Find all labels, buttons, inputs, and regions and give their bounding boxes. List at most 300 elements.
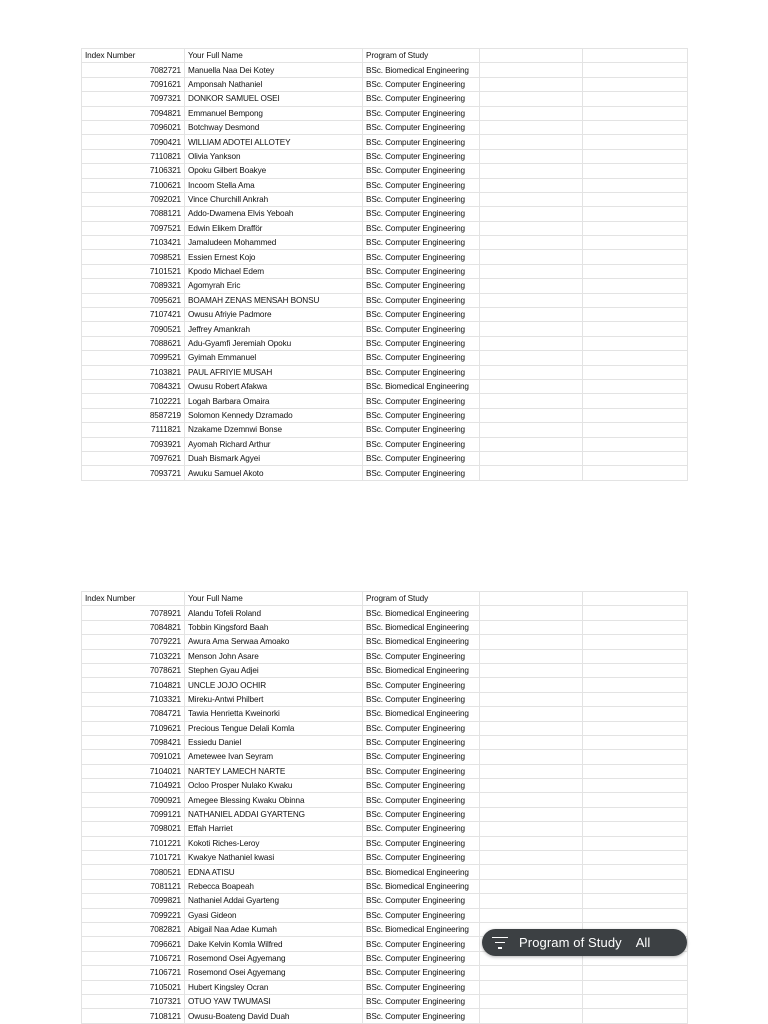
empty-cell[interactable] xyxy=(480,836,583,850)
index-number-cell[interactable]: 7108121 xyxy=(82,1009,185,1023)
empty-cell[interactable] xyxy=(480,894,583,908)
full-name-cell[interactable]: Jamaludeen Mohammed xyxy=(185,236,363,250)
empty-cell[interactable] xyxy=(480,466,583,480)
table-row xyxy=(82,692,688,706)
full-name-cell[interactable]: Essien Ernest Kojo xyxy=(185,250,363,264)
index-number-cell[interactable]: 7107421 xyxy=(82,308,185,322)
program-cell[interactable]: BSc. Computer Engineering xyxy=(363,236,480,250)
full-name-cell[interactable]: Dake Kelvin Komla Wilfred xyxy=(185,937,363,951)
index-number-cell[interactable]: 7097621 xyxy=(82,451,185,465)
column-header[interactable]: Your Full Name xyxy=(185,49,363,63)
table-row xyxy=(82,663,688,677)
empty-cell[interactable] xyxy=(583,707,688,721)
full-name-cell[interactable]: Mireku-Antwi Philbert xyxy=(185,692,363,706)
program-cell[interactable]: BSc. Computer Engineering xyxy=(363,750,480,764)
empty-cell[interactable] xyxy=(480,764,583,778)
empty-cell[interactable] xyxy=(583,663,688,677)
full-name-cell[interactable]: Tobbin Kingsford Baah xyxy=(185,620,363,634)
empty-cell[interactable] xyxy=(583,466,688,480)
index-number-cell[interactable]: 7101221 xyxy=(82,836,185,850)
program-cell[interactable]: BSc. Computer Engineering xyxy=(363,937,480,951)
empty-cell[interactable] xyxy=(480,994,583,1008)
empty-header-cell[interactable] xyxy=(583,592,688,606)
program-cell[interactable]: BSc. Computer Engineering xyxy=(363,293,480,307)
index-number-cell[interactable]: 7103421 xyxy=(82,236,185,250)
program-cell[interactable]: BSc. Computer Engineering xyxy=(363,408,480,422)
index-number-cell[interactable]: 7090521 xyxy=(82,322,185,336)
program-cell[interactable]: BSc. Biomedical Engineering xyxy=(363,606,480,620)
index-number-cell[interactable]: 7103221 xyxy=(82,649,185,663)
empty-cell[interactable] xyxy=(583,606,688,620)
full-name-cell[interactable]: Ayomah Richard Arthur xyxy=(185,437,363,451)
empty-cell[interactable] xyxy=(583,250,688,264)
index-number-cell[interactable]: 7081121 xyxy=(82,879,185,893)
index-number-cell[interactable]: 7099121 xyxy=(82,807,185,821)
full-name-cell[interactable]: Addo-Dwamena Elvis Yeboah xyxy=(185,207,363,221)
empty-cell[interactable] xyxy=(583,721,688,735)
empty-cell[interactable] xyxy=(583,149,688,163)
empty-cell[interactable] xyxy=(583,351,688,365)
empty-cell[interactable] xyxy=(480,707,583,721)
empty-cell[interactable] xyxy=(583,423,688,437)
program-cell[interactable]: BSc. Biomedical Engineering xyxy=(363,879,480,893)
index-number-cell[interactable]: 7097321 xyxy=(82,92,185,106)
full-name-cell[interactable]: Nathaniel Addai Gyarteng xyxy=(185,894,363,908)
empty-cell[interactable] xyxy=(583,293,688,307)
program-cell[interactable]: BSc. Biomedical Engineering xyxy=(363,620,480,634)
index-number-cell[interactable]: 7110821 xyxy=(82,149,185,163)
index-number-cell[interactable]: 7088121 xyxy=(82,207,185,221)
empty-cell[interactable] xyxy=(583,851,688,865)
empty-cell[interactable] xyxy=(480,322,583,336)
full-name-cell[interactable]: Effah Harriet xyxy=(185,822,363,836)
program-cell[interactable]: BSc. Computer Engineering xyxy=(363,308,480,322)
program-cell[interactable]: BSc. Computer Engineering xyxy=(363,192,480,206)
full-name-cell[interactable]: OTUO YAW TWUMASI xyxy=(185,994,363,1008)
program-cell[interactable]: BSc. Computer Engineering xyxy=(363,279,480,293)
full-name-cell[interactable]: NARTEY LAMECH NARTE xyxy=(185,764,363,778)
full-name-cell[interactable]: Jeffrey Amankrah xyxy=(185,322,363,336)
index-number-cell[interactable]: 7104021 xyxy=(82,764,185,778)
full-name-cell[interactable]: WILLIAM ADOTEI ALLOTEY xyxy=(185,135,363,149)
program-cell[interactable]: BSc. Computer Engineering xyxy=(363,135,480,149)
empty-cell[interactable] xyxy=(583,678,688,692)
program-cell[interactable]: BSc. Computer Engineering xyxy=(363,994,480,1008)
empty-cell[interactable] xyxy=(480,793,583,807)
column-header[interactable]: Program of Study xyxy=(363,49,480,63)
empty-cell[interactable] xyxy=(480,120,583,134)
empty-cell[interactable] xyxy=(480,750,583,764)
full-name-cell[interactable]: Kwakye Nathaniel kwasi xyxy=(185,851,363,865)
empty-cell[interactable] xyxy=(480,336,583,350)
empty-cell[interactable] xyxy=(583,750,688,764)
index-number-cell[interactable]: 7106721 xyxy=(82,951,185,965)
table-row xyxy=(82,735,688,749)
full-name-cell[interactable]: Menson John Asare xyxy=(185,649,363,663)
full-name-cell[interactable]: Vince Churchill Ankrah xyxy=(185,192,363,206)
empty-cell[interactable] xyxy=(583,793,688,807)
index-number-cell[interactable]: 7096621 xyxy=(82,937,185,951)
index-number-cell[interactable]: 7082721 xyxy=(82,63,185,77)
index-number-cell[interactable]: 7091621 xyxy=(82,77,185,91)
empty-cell[interactable] xyxy=(480,394,583,408)
empty-cell[interactable] xyxy=(583,879,688,893)
empty-cell[interactable] xyxy=(583,207,688,221)
index-number-cell[interactable]: 7099521 xyxy=(82,351,185,365)
empty-cell[interactable] xyxy=(583,308,688,322)
index-number-cell[interactable]: 7082821 xyxy=(82,922,185,936)
program-cell[interactable]: BSc. Computer Engineering xyxy=(363,451,480,465)
program-cell[interactable]: BSc. Computer Engineering xyxy=(363,966,480,980)
empty-cell[interactable] xyxy=(480,149,583,163)
program-cell[interactable]: BSc. Biomedical Engineering xyxy=(363,707,480,721)
index-number-cell[interactable]: 7084821 xyxy=(82,620,185,634)
empty-cell[interactable] xyxy=(480,164,583,178)
empty-cell[interactable] xyxy=(480,851,583,865)
program-cell[interactable]: BSc. Computer Engineering xyxy=(363,692,480,706)
empty-cell[interactable] xyxy=(583,437,688,451)
empty-cell[interactable] xyxy=(480,379,583,393)
empty-cell[interactable] xyxy=(583,221,688,235)
program-cell[interactable]: BSc. Biomedical Engineering xyxy=(363,865,480,879)
empty-cell[interactable] xyxy=(480,980,583,994)
empty-header-cell[interactable] xyxy=(583,49,688,63)
full-name-cell[interactable]: Stephen Gyau Adjei xyxy=(185,663,363,677)
index-number-cell[interactable]: 7098021 xyxy=(82,822,185,836)
program-cell[interactable]: BSc. Computer Engineering xyxy=(363,894,480,908)
full-name-cell[interactable]: Awura Ama Serwaa Amoako xyxy=(185,635,363,649)
empty-cell[interactable] xyxy=(583,336,688,350)
empty-cell[interactable] xyxy=(480,663,583,677)
empty-cell[interactable] xyxy=(583,779,688,793)
index-number-cell[interactable]: 7106321 xyxy=(82,164,185,178)
empty-cell[interactable] xyxy=(480,77,583,91)
empty-cell[interactable] xyxy=(583,106,688,120)
empty-cell[interactable] xyxy=(583,264,688,278)
program-cell[interactable]: BSc. Computer Engineering xyxy=(363,351,480,365)
empty-cell[interactable] xyxy=(480,106,583,120)
program-cell[interactable]: BSc. Computer Engineering xyxy=(363,1009,480,1023)
index-number-cell[interactable]: 7096021 xyxy=(82,120,185,134)
full-name-cell[interactable]: Solomon Kennedy Dzramado xyxy=(185,408,363,422)
empty-cell[interactable] xyxy=(480,423,583,437)
full-name-cell[interactable]: EDNA ATISU xyxy=(185,865,363,879)
index-number-cell[interactable]: 7079221 xyxy=(82,635,185,649)
full-name-cell[interactable]: Owusu Robert Afakwa xyxy=(185,379,363,393)
empty-cell[interactable] xyxy=(583,77,688,91)
program-cell[interactable]: BSc. Computer Engineering xyxy=(363,851,480,865)
full-name-cell[interactable]: Duah Bismark Agyei xyxy=(185,451,363,465)
empty-header-cell[interactable] xyxy=(480,49,583,63)
empty-cell[interactable] xyxy=(480,365,583,379)
full-name-cell[interactable]: DONKOR SAMUEL OSEI xyxy=(185,92,363,106)
program-cell[interactable]: BSc. Computer Engineering xyxy=(363,207,480,221)
program-cell[interactable]: BSc. Computer Engineering xyxy=(363,466,480,480)
program-cell[interactable]: BSc. Biomedical Engineering xyxy=(363,663,480,677)
index-number-cell[interactable]: 7109621 xyxy=(82,721,185,735)
index-number-cell[interactable]: 7098521 xyxy=(82,250,185,264)
index-number-cell[interactable]: 7098421 xyxy=(82,735,185,749)
program-cell[interactable]: BSc. Computer Engineering xyxy=(363,322,480,336)
index-number-cell[interactable]: 7093721 xyxy=(82,466,185,480)
program-cell[interactable]: BSc. Computer Engineering xyxy=(363,250,480,264)
empty-cell[interactable] xyxy=(583,635,688,649)
program-cell[interactable]: BSc. Computer Engineering xyxy=(363,221,480,235)
program-cell[interactable]: BSc. Computer Engineering xyxy=(363,793,480,807)
index-number-cell[interactable]: 7092021 xyxy=(82,192,185,206)
full-name-cell[interactable]: Incoom Stella Ama xyxy=(185,178,363,192)
empty-cell[interactable] xyxy=(480,250,583,264)
program-cell[interactable]: BSc. Computer Engineering xyxy=(363,735,480,749)
index-number-cell[interactable]: 7080521 xyxy=(82,865,185,879)
index-number-cell[interactable]: 7097521 xyxy=(82,221,185,235)
full-name-cell[interactable]: PAUL AFRIYIE MUSAH xyxy=(185,365,363,379)
empty-cell[interactable] xyxy=(583,908,688,922)
program-cell[interactable]: BSc. Biomedical Engineering xyxy=(363,635,480,649)
full-name-cell[interactable]: NATHANIEL ADDAI GYARTENG xyxy=(185,807,363,821)
index-number-cell[interactable]: 7099221 xyxy=(82,908,185,922)
empty-cell[interactable] xyxy=(583,836,688,850)
empty-cell[interactable] xyxy=(480,92,583,106)
empty-cell[interactable] xyxy=(480,721,583,735)
program-cell[interactable]: BSc. Computer Engineering xyxy=(363,149,480,163)
full-name-cell[interactable]: UNCLE JOJO OCHIR xyxy=(185,678,363,692)
program-cell[interactable]: BSc. Computer Engineering xyxy=(363,980,480,994)
empty-cell[interactable] xyxy=(480,437,583,451)
empty-cell[interactable] xyxy=(583,365,688,379)
empty-cell[interactable] xyxy=(480,451,583,465)
full-name-cell[interactable]: Gyimah Emmanuel xyxy=(185,351,363,365)
full-name-cell[interactable]: Opoku Gilbert Boakye xyxy=(185,164,363,178)
full-name-cell[interactable]: Gyasi Gideon xyxy=(185,908,363,922)
empty-cell[interactable] xyxy=(583,980,688,994)
program-cell[interactable]: BSc. Computer Engineering xyxy=(363,164,480,178)
empty-cell[interactable] xyxy=(583,822,688,836)
program-cell[interactable]: BSc. Computer Engineering xyxy=(363,437,480,451)
program-cell[interactable]: BSc. Computer Engineering xyxy=(363,764,480,778)
index-number-cell[interactable]: 7111821 xyxy=(82,423,185,437)
program-cell[interactable]: BSc. Computer Engineering xyxy=(363,908,480,922)
index-number-cell[interactable]: 7089321 xyxy=(82,279,185,293)
empty-cell[interactable] xyxy=(480,966,583,980)
empty-cell[interactable] xyxy=(480,620,583,634)
empty-cell[interactable] xyxy=(480,135,583,149)
program-cell[interactable]: BSc. Computer Engineering xyxy=(363,649,480,663)
index-number-cell[interactable]: 7107321 xyxy=(82,994,185,1008)
full-name-cell[interactable]: Botchway Desmond xyxy=(185,120,363,134)
index-number-cell[interactable]: 7094821 xyxy=(82,106,185,120)
index-number-cell[interactable]: 7078621 xyxy=(82,663,185,677)
full-name-cell[interactable]: Emmanuel Bempong xyxy=(185,106,363,120)
empty-cell[interactable] xyxy=(583,178,688,192)
full-name-cell[interactable]: Hubert Kingsley Ocran xyxy=(185,980,363,994)
full-name-cell[interactable]: Rosemond Osei Agyemang xyxy=(185,966,363,980)
empty-cell[interactable] xyxy=(480,822,583,836)
index-number-cell[interactable]: 7102221 xyxy=(82,394,185,408)
full-name-cell[interactable]: Alandu Tofeli Roland xyxy=(185,606,363,620)
table-row xyxy=(82,63,688,77)
empty-cell[interactable] xyxy=(583,894,688,908)
empty-cell[interactable] xyxy=(583,966,688,980)
empty-cell[interactable] xyxy=(480,649,583,663)
empty-cell[interactable] xyxy=(583,236,688,250)
empty-cell[interactable] xyxy=(583,394,688,408)
full-name-cell[interactable]: Logah Barbara Omaira xyxy=(185,394,363,408)
column-header[interactable]: Your Full Name xyxy=(185,592,363,606)
filter-chip[interactable] xyxy=(482,929,687,956)
full-name-cell[interactable]: Awuku Samuel Akoto xyxy=(185,466,363,480)
program-cell[interactable]: BSc. Biomedical Engineering xyxy=(363,379,480,393)
program-cell[interactable]: BSc. Computer Engineering xyxy=(363,807,480,821)
index-number-cell[interactable]: 7078921 xyxy=(82,606,185,620)
full-name-cell[interactable]: Amegee Blessing Kwaku Obinna xyxy=(185,793,363,807)
empty-cell[interactable] xyxy=(480,408,583,422)
empty-cell[interactable] xyxy=(583,1009,688,1023)
full-name-cell[interactable]: Rebecca Boapeah xyxy=(185,879,363,893)
empty-cell[interactable] xyxy=(583,865,688,879)
index-number-cell[interactable]: 7093921 xyxy=(82,437,185,451)
index-number-cell[interactable]: 7090421 xyxy=(82,135,185,149)
full-name-cell[interactable]: Essiedu Daniel xyxy=(185,735,363,749)
full-name-cell[interactable]: Edwin Elikem Drafför xyxy=(185,221,363,235)
program-cell[interactable]: BSc. Computer Engineering xyxy=(363,336,480,350)
empty-cell[interactable] xyxy=(583,92,688,106)
full-name-cell[interactable]: Precious Tengue Delali Komla xyxy=(185,721,363,735)
program-cell[interactable]: BSc. Computer Engineering xyxy=(363,721,480,735)
program-cell[interactable]: BSc. Biomedical Engineering xyxy=(363,922,480,936)
empty-header-cell[interactable] xyxy=(480,592,583,606)
index-number-cell[interactable]: 7084321 xyxy=(82,379,185,393)
full-name-cell[interactable]: Abigail Naa Adae Kumah xyxy=(185,922,363,936)
empty-cell[interactable] xyxy=(480,678,583,692)
program-cell[interactable]: BSc. Computer Engineering xyxy=(363,779,480,793)
program-cell[interactable]: BSc. Computer Engineering xyxy=(363,120,480,134)
empty-cell[interactable] xyxy=(480,293,583,307)
empty-cell[interactable] xyxy=(583,63,688,77)
index-number-cell[interactable]: 7088621 xyxy=(82,336,185,350)
empty-cell[interactable] xyxy=(583,279,688,293)
empty-cell[interactable] xyxy=(583,692,688,706)
program-cell[interactable]: BSc. Computer Engineering xyxy=(363,264,480,278)
program-cell[interactable]: BSc. Computer Engineering xyxy=(363,365,480,379)
empty-cell[interactable] xyxy=(480,207,583,221)
empty-cell[interactable] xyxy=(480,807,583,821)
empty-cell[interactable] xyxy=(480,606,583,620)
index-number-cell[interactable]: 7099821 xyxy=(82,894,185,908)
empty-cell[interactable] xyxy=(583,192,688,206)
empty-cell[interactable] xyxy=(480,879,583,893)
empty-cell[interactable] xyxy=(583,735,688,749)
program-cell[interactable]: BSc. Biomedical Engineering xyxy=(363,63,480,77)
index-number-cell[interactable]: 7101721 xyxy=(82,851,185,865)
full-name-cell[interactable]: Tawia Henrietta Kweinorki xyxy=(185,707,363,721)
index-number-cell[interactable]: 7103821 xyxy=(82,365,185,379)
empty-cell[interactable] xyxy=(480,351,583,365)
empty-cell[interactable] xyxy=(480,908,583,922)
index-number-cell[interactable]: 7084721 xyxy=(82,707,185,721)
full-name-cell[interactable]: BOAMAH ZENAS MENSAH BONSU xyxy=(185,293,363,307)
column-header[interactable]: Index Number xyxy=(82,592,185,606)
program-cell[interactable]: BSc. Computer Engineering xyxy=(363,77,480,91)
index-number-cell[interactable]: 7104821 xyxy=(82,678,185,692)
empty-cell[interactable] xyxy=(480,692,583,706)
program-cell[interactable]: BSc. Computer Engineering xyxy=(363,836,480,850)
empty-cell[interactable] xyxy=(480,192,583,206)
program-cell[interactable]: BSc. Computer Engineering xyxy=(363,822,480,836)
empty-cell[interactable] xyxy=(583,807,688,821)
full-name-cell[interactable]: Olivia Yankson xyxy=(185,149,363,163)
empty-cell[interactable] xyxy=(480,865,583,879)
empty-cell[interactable] xyxy=(583,408,688,422)
empty-cell[interactable] xyxy=(480,264,583,278)
empty-cell[interactable] xyxy=(583,764,688,778)
full-name-cell[interactable]: Kpodo Michael Edem xyxy=(185,264,363,278)
index-number-cell[interactable]: 7104921 xyxy=(82,779,185,793)
full-name-cell[interactable]: Rosemond Osei Agyemang xyxy=(185,951,363,965)
program-cell[interactable]: BSc. Computer Engineering xyxy=(363,951,480,965)
full-name-cell[interactable]: Kokoti Riches-Leroy xyxy=(185,836,363,850)
index-number-cell[interactable]: 7101521 xyxy=(82,264,185,278)
empty-cell[interactable] xyxy=(583,164,688,178)
program-cell[interactable]: BSc. Computer Engineering xyxy=(363,106,480,120)
empty-cell[interactable] xyxy=(480,178,583,192)
index-number-cell[interactable]: 7105021 xyxy=(82,980,185,994)
empty-cell[interactable] xyxy=(583,379,688,393)
empty-cell[interactable] xyxy=(480,635,583,649)
index-number-cell[interactable]: 7106721 xyxy=(82,966,185,980)
empty-cell[interactable] xyxy=(583,451,688,465)
full-name-cell[interactable]: Owusu Afriyie Padmore xyxy=(185,308,363,322)
empty-cell[interactable] xyxy=(480,221,583,235)
full-name-cell[interactable]: Amponsah Nathaniel xyxy=(185,77,363,91)
empty-cell[interactable] xyxy=(583,322,688,336)
full-name-cell[interactable]: Manuella Naa Dei Kotey xyxy=(185,63,363,77)
empty-cell[interactable] xyxy=(480,735,583,749)
empty-cell[interactable] xyxy=(480,779,583,793)
column-header[interactable]: Program of Study xyxy=(363,592,480,606)
empty-cell[interactable] xyxy=(480,236,583,250)
empty-cell[interactable] xyxy=(583,620,688,634)
index-number-cell[interactable]: 7100621 xyxy=(82,178,185,192)
full-name-cell[interactable]: Agomyrah Eric xyxy=(185,279,363,293)
program-cell[interactable]: BSc. Computer Engineering xyxy=(363,92,480,106)
program-cell[interactable]: BSc. Computer Engineering xyxy=(363,394,480,408)
program-cell[interactable]: BSc. Computer Engineering xyxy=(363,178,480,192)
program-cell[interactable]: BSc. Computer Engineering xyxy=(363,678,480,692)
empty-cell[interactable] xyxy=(583,649,688,663)
index-number-cell[interactable]: 7103321 xyxy=(82,692,185,706)
empty-cell[interactable] xyxy=(480,279,583,293)
empty-cell[interactable] xyxy=(480,63,583,77)
empty-cell[interactable] xyxy=(583,120,688,134)
full-name-cell[interactable]: Owusu-Boateng David Duah xyxy=(185,1009,363,1023)
full-name-cell[interactable]: Adu-Gyamfi Jeremiah Opoku xyxy=(185,336,363,350)
index-number-cell[interactable]: 8587219 xyxy=(82,408,185,422)
index-number-cell[interactable]: 7091021 xyxy=(82,750,185,764)
table-row xyxy=(82,207,688,221)
program-cell[interactable]: BSc. Computer Engineering xyxy=(363,423,480,437)
column-header[interactable]: Index Number xyxy=(82,49,185,63)
full-name-cell[interactable]: Ametewee Ivan Seyram xyxy=(185,750,363,764)
index-number-cell[interactable]: 7090921 xyxy=(82,793,185,807)
empty-cell[interactable] xyxy=(480,1009,583,1023)
empty-cell[interactable] xyxy=(583,135,688,149)
index-number-cell[interactable]: 7095621 xyxy=(82,293,185,307)
full-name-cell[interactable]: Ocloo Prosper Nulako Kwaku xyxy=(185,779,363,793)
empty-cell[interactable] xyxy=(583,994,688,1008)
full-name-cell[interactable]: Nzakame Dzemnwi Bonse xyxy=(185,423,363,437)
empty-cell[interactable] xyxy=(480,308,583,322)
